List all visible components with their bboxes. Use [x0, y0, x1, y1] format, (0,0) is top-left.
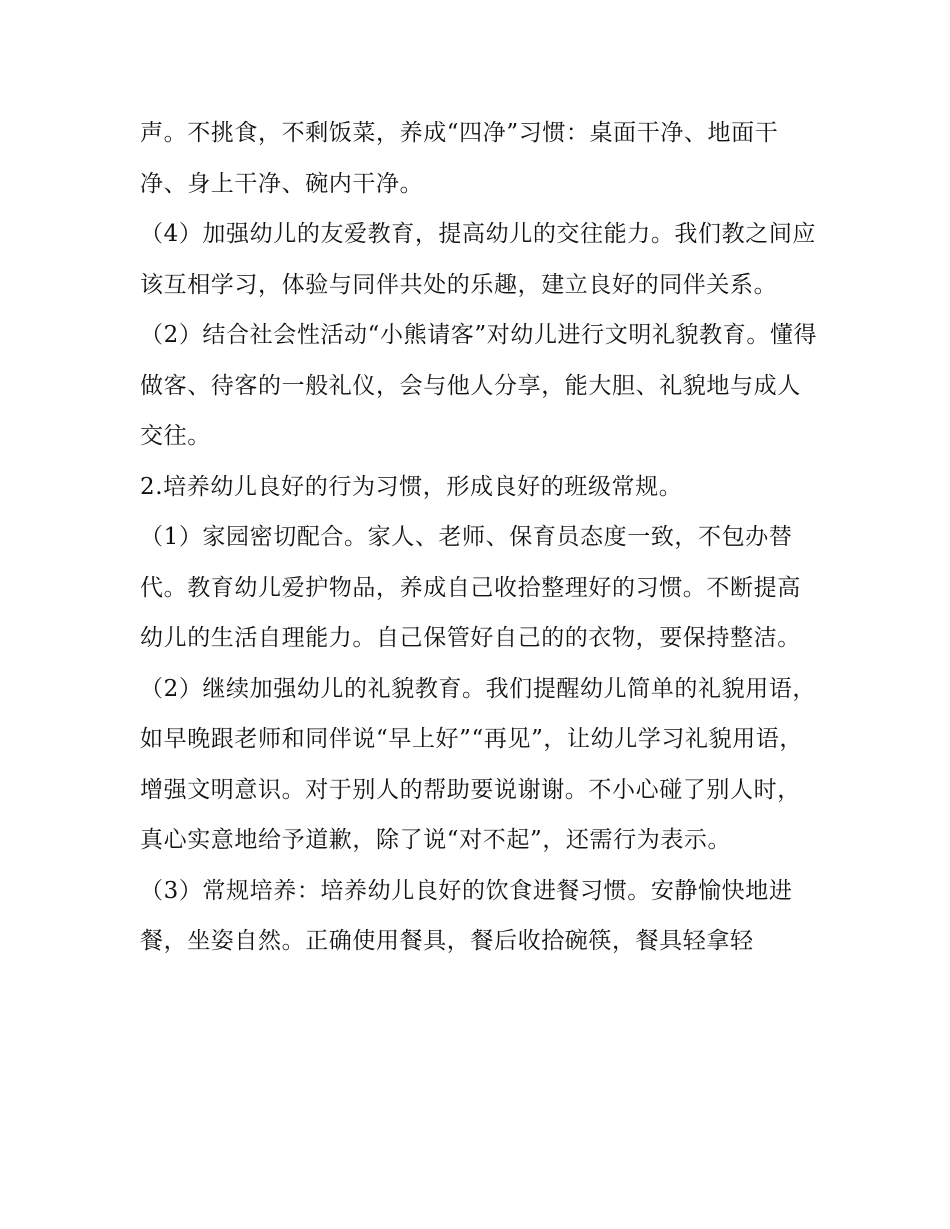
paragraph-1: 声。不挑食，不剩饭菜，养成“四净”习惯：桌面干净、地面干净、身上干净、碗内干净。: [140, 120, 779, 197]
paragraph-7: （3）常规培养：培养幼儿良好的饮食进餐习惯。安静愉快地进餐，坐姿自然。正确使用餐具，餐后收拾碗筷，餐具轻拿轻: [140, 877, 793, 954]
paragraph-3: （2）结合社会性活动“小熊请客”对幼儿进行文明礼貌教育。懂得做客、待客的一般礼仪，会与他人分享，能大胆、礼貌地与成人交往。: [140, 322, 818, 449]
paragraph-2: （4）加强幼儿的友爱教育，提高幼儿的交往能力。我们教之间应该互相学习，体验与同伴共处的乐趣，建立良好的同伴关系。: [140, 221, 817, 298]
document-body: [140, 108, 820, 967]
paragraph-5: （1）家园密切配合。家人、老师、保育员态度一致，不包办替代。教育幼儿爱护物品，养成自己收拾整理好的习惯。不断提高幼儿的生活自理能力。自己保管好自己的的衣物，要保持整洁。: [140, 524, 801, 651]
paragraph-4: 2.培养幼儿良好的行为习惯，形成良好的班级常规。: [140, 473, 683, 500]
paragraph-6: （2）继续加强幼儿的礼貌教育。我们提醒幼儿简单的礼貌用语，如早晚跟老师和同伴说“早上好”“再见”，让幼儿学习礼貌用语，增强文明意识。对于别人的帮助要说谢谢。不小心碰了别人时，真心实意地给予道歉，除了说“对不起”，还需行为表示。: [140, 675, 817, 853]
